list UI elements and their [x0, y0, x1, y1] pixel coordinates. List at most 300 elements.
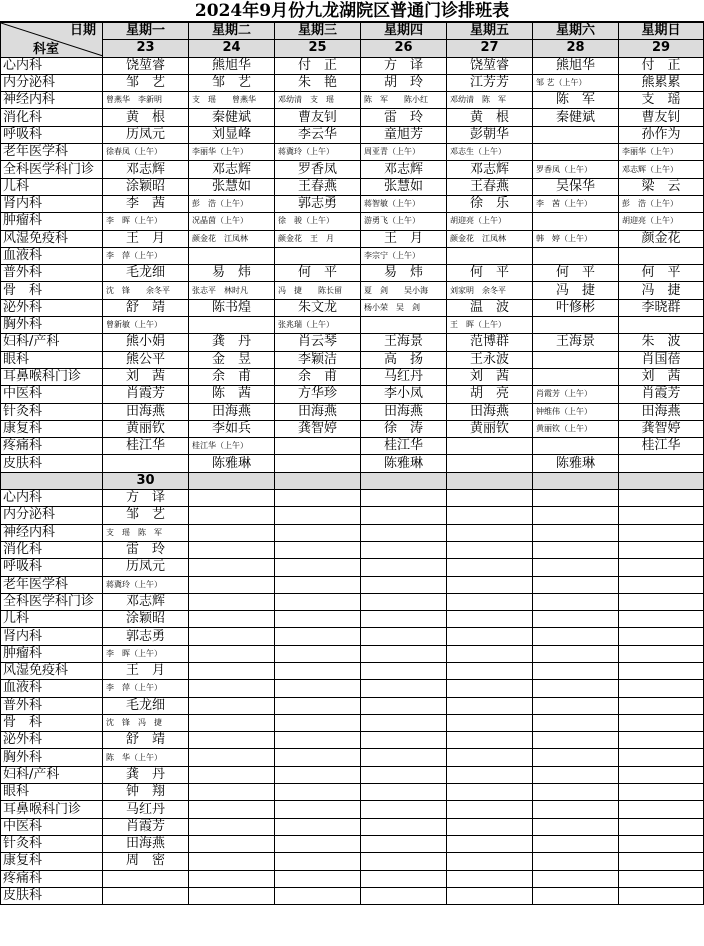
doctor-cell	[189, 766, 275, 783]
doctor-cell: 方 译	[103, 490, 189, 507]
doctor-cell: 龚智婷	[275, 420, 361, 437]
doctor-cell	[619, 662, 704, 679]
doctor-cell	[533, 784, 619, 801]
doctor-cell: 曾新敏（上午）	[103, 317, 189, 334]
date-cell: 26	[361, 40, 447, 57]
doctor-cell: 秦健斌	[533, 109, 619, 126]
doctor-cell	[447, 455, 533, 472]
doctor-cell: 杨小荣 吴 剑	[361, 299, 447, 316]
department-row	[1, 144, 704, 161]
department-row	[1, 662, 704, 679]
doctor-cell	[189, 714, 275, 731]
doctor-cell: 王 月	[361, 230, 447, 247]
doctor-cell: 桂江华（上午）	[189, 438, 275, 455]
schedule-table	[0, 22, 704, 905]
doctor-cell: 徐 骏（上午）	[275, 213, 361, 230]
doctor-cell: 梁 云	[619, 178, 704, 195]
doctor-cell	[275, 714, 361, 731]
doctor-cell	[189, 247, 275, 264]
doctor-cell	[361, 490, 447, 507]
doctor-cell	[619, 818, 704, 835]
doctor-cell	[619, 559, 704, 576]
doctor-cell: 颜金花 江凤林	[447, 230, 533, 247]
department-row	[1, 247, 704, 264]
doctor-cell: 张慧如	[361, 178, 447, 195]
doctor-cell	[189, 749, 275, 766]
doctor-cell: 桂江华	[619, 438, 704, 455]
doctor-cell: 王海景	[361, 334, 447, 351]
doctor-cell: 肖霞芳	[103, 386, 189, 403]
doctor-cell	[361, 559, 447, 576]
doctor-cell: 邓志辉	[361, 161, 447, 178]
doctor-cell: 饶堃睿	[103, 57, 189, 74]
doctor-cell	[275, 576, 361, 593]
doctor-cell	[619, 247, 704, 264]
doctor-cell	[361, 541, 447, 558]
doctor-cell	[447, 438, 533, 455]
doctor-cell: 王春燕	[275, 178, 361, 195]
doctor-cell	[361, 801, 447, 818]
doctor-cell: 叶修彬	[533, 299, 619, 316]
doctor-cell: 桂江华	[103, 438, 189, 455]
doctor-cell: 蒋智敏（上午）	[361, 195, 447, 212]
department-row	[1, 317, 704, 334]
doctor-cell	[533, 507, 619, 524]
doctor-cell	[189, 835, 275, 852]
department-row	[1, 490, 704, 507]
department-row	[1, 870, 704, 887]
doctor-cell: 邹 艺	[103, 74, 189, 91]
department-row	[1, 265, 704, 282]
doctor-cell: 周亚青（上午）	[361, 144, 447, 161]
doctor-cell: 田海燕	[361, 403, 447, 420]
doctor-cell	[619, 801, 704, 818]
doctor-cell: 李宗宁（上午）	[361, 247, 447, 264]
department-row	[1, 784, 704, 801]
doctor-cell	[189, 645, 275, 662]
department-name: 血液科	[1, 247, 103, 264]
doctor-cell: 高 扬	[361, 351, 447, 368]
doctor-cell: 徐春凤（上午）	[103, 144, 189, 161]
doctor-cell: 熊小娟	[103, 334, 189, 351]
department-name: 骨 科	[1, 714, 103, 731]
doctor-cell	[447, 541, 533, 558]
doctor-cell	[189, 611, 275, 628]
doctor-cell	[619, 714, 704, 731]
department-row	[1, 420, 704, 437]
doctor-cell	[619, 593, 704, 610]
department-name: 老年医学科	[1, 144, 103, 161]
doctor-cell	[533, 317, 619, 334]
doctor-cell: 刘家明 余冬平	[447, 282, 533, 299]
department-name: 胸外科	[1, 317, 103, 334]
department-name: 消化科	[1, 541, 103, 558]
doctor-cell: 黄丽钦（上午）	[533, 420, 619, 437]
department-name: 普外科	[1, 697, 103, 714]
doctor-cell: 马红丹	[361, 368, 447, 385]
doctor-cell: 熊公平	[103, 351, 189, 368]
doctor-cell: 沈 锋 余冬平	[103, 282, 189, 299]
doctor-cell	[275, 818, 361, 835]
doctor-cell: 彭 浩（上午）	[189, 195, 275, 212]
department-name: 风湿免疫科	[1, 230, 103, 247]
doctor-cell: 熊累累	[619, 74, 704, 91]
doctor-cell	[189, 662, 275, 679]
department-row	[1, 334, 704, 351]
department-row	[1, 853, 704, 870]
doctor-cell	[275, 559, 361, 576]
department-name: 康复科	[1, 420, 103, 437]
doctor-cell	[619, 853, 704, 870]
doctor-cell	[361, 766, 447, 783]
corner-dept-label: 科室	[33, 41, 60, 57]
department-row	[1, 92, 704, 109]
department-row	[1, 351, 704, 368]
doctor-cell: 李丽华（上午）	[619, 144, 704, 161]
doctor-cell: 何 平	[619, 265, 704, 282]
doctor-cell	[447, 801, 533, 818]
doctor-cell	[275, 524, 361, 541]
weekday-header: 星期一	[103, 23, 189, 40]
doctor-cell	[189, 524, 275, 541]
department-name: 血液科	[1, 680, 103, 697]
doctor-cell: 邓幼清 陈 军	[447, 92, 533, 109]
doctor-cell: 张兆瑞（上午）	[275, 317, 361, 334]
doctor-cell	[619, 835, 704, 852]
department-name: 眼科	[1, 351, 103, 368]
department-row	[1, 57, 704, 74]
date-cell	[619, 472, 704, 489]
doctor-cell	[447, 853, 533, 870]
doctor-cell: 胡 玲	[361, 74, 447, 91]
doctor-cell: 肖霞芳	[103, 818, 189, 835]
doctor-cell: 陈 华（上午）	[103, 749, 189, 766]
date-cell	[189, 472, 275, 489]
doctor-cell: 龚 丹	[103, 766, 189, 783]
doctor-cell: 王永波	[447, 351, 533, 368]
date-cell: 27	[447, 40, 533, 57]
department-name: 泌外科	[1, 299, 103, 316]
department-row	[1, 213, 704, 230]
doctor-cell	[447, 732, 533, 749]
doctor-cell: 易 炜	[361, 265, 447, 282]
doctor-cell: 黄丽钦	[447, 420, 533, 437]
doctor-cell: 李 萍（上午）	[103, 680, 189, 697]
doctor-cell: 桂江华	[361, 438, 447, 455]
department-row	[1, 593, 704, 610]
department-row	[1, 126, 704, 143]
doctor-cell: 方华珍	[275, 386, 361, 403]
doctor-cell: 童旭芳	[361, 126, 447, 143]
doctor-cell	[447, 490, 533, 507]
department-row	[1, 749, 704, 766]
doctor-cell	[619, 490, 704, 507]
doctor-cell: 颜金花 江凤林	[189, 230, 275, 247]
doctor-cell: 舒 靖	[103, 732, 189, 749]
doctor-cell	[447, 870, 533, 887]
doctor-cell	[447, 766, 533, 783]
doctor-cell	[275, 749, 361, 766]
department-name: 风湿免疫科	[1, 662, 103, 679]
doctor-cell: 李颖洁	[275, 351, 361, 368]
department-name: 妇科/产科	[1, 766, 103, 783]
doctor-cell	[189, 559, 275, 576]
doctor-cell: 李 萍（上午）	[103, 247, 189, 264]
doctor-cell: 毛龙细	[103, 265, 189, 282]
doctor-cell	[619, 541, 704, 558]
doctor-cell: 彭朝华	[447, 126, 533, 143]
doctor-cell: 田海燕	[103, 403, 189, 420]
doctor-cell	[361, 887, 447, 904]
doctor-cell	[619, 628, 704, 645]
doctor-cell	[189, 680, 275, 697]
doctor-cell: 陈雅琳	[189, 455, 275, 472]
doctor-cell: 陈 军 陈小红	[361, 92, 447, 109]
date-row-spacer	[1, 472, 103, 489]
doctor-cell	[447, 628, 533, 645]
doctor-cell	[361, 507, 447, 524]
doctor-cell	[447, 559, 533, 576]
doctor-cell: 邹 艺	[189, 74, 275, 91]
doctor-cell	[275, 490, 361, 507]
doctor-cell: 朱 波	[619, 334, 704, 351]
department-name: 耳鼻喉科门诊	[1, 801, 103, 818]
doctor-cell	[533, 680, 619, 697]
doctor-cell: 邓志辉	[447, 161, 533, 178]
doctor-cell	[447, 818, 533, 835]
date-cell: 28	[533, 40, 619, 57]
department-row	[1, 74, 704, 91]
doctor-cell: 胡迎亮（上午）	[447, 213, 533, 230]
department-name: 妇科/产科	[1, 334, 103, 351]
doctor-cell: 陈雅琳	[361, 455, 447, 472]
department-row	[1, 576, 704, 593]
date-cell	[447, 472, 533, 489]
doctor-cell	[447, 887, 533, 904]
doctor-cell: 熊旭华	[189, 57, 275, 74]
doctor-cell: 付 正	[275, 57, 361, 74]
weekday-header-row	[1, 23, 704, 40]
doctor-cell: 毛龙细	[103, 697, 189, 714]
doctor-cell	[361, 593, 447, 610]
department-name: 泌外科	[1, 732, 103, 749]
doctor-cell	[361, 645, 447, 662]
weekday-header: 星期六	[533, 23, 619, 40]
doctor-cell: 温 波	[447, 299, 533, 316]
department-name: 针灸科	[1, 835, 103, 852]
doctor-cell	[447, 576, 533, 593]
department-row	[1, 438, 704, 455]
date-cell: 23	[103, 40, 189, 57]
doctor-cell	[533, 645, 619, 662]
doctor-cell	[275, 870, 361, 887]
doctor-cell	[361, 835, 447, 852]
doctor-cell	[189, 818, 275, 835]
doctor-cell	[361, 317, 447, 334]
doctor-cell: 何 平	[533, 265, 619, 282]
doctor-cell	[533, 247, 619, 264]
department-name: 肾内科	[1, 628, 103, 645]
doctor-cell: 颜金花	[619, 230, 704, 247]
doctor-cell: 况晶茵（上午）	[189, 213, 275, 230]
department-name: 疼痛科	[1, 870, 103, 887]
doctor-cell	[189, 541, 275, 558]
doctor-cell: 韩 婷（上午）	[533, 230, 619, 247]
department-row	[1, 109, 704, 126]
doctor-cell	[619, 317, 704, 334]
date-cell	[361, 472, 447, 489]
doctor-cell	[275, 662, 361, 679]
department-name: 骨 科	[1, 282, 103, 299]
doctor-cell: 何 平	[275, 265, 361, 282]
doctor-cell: 秦健斌	[189, 109, 275, 126]
doctor-cell: 肖国蓓	[619, 351, 704, 368]
doctor-cell: 刘 茜	[103, 368, 189, 385]
doctor-cell: 邹 艺（上午）	[533, 74, 619, 91]
doctor-cell	[533, 144, 619, 161]
department-name: 呼吸科	[1, 126, 103, 143]
department-name: 皮肤科	[1, 887, 103, 904]
doctor-cell	[275, 593, 361, 610]
doctor-cell: 邓幼清 支 瑶	[275, 92, 361, 109]
doctor-cell: 余 甫	[189, 368, 275, 385]
doctor-cell	[447, 593, 533, 610]
date-cell	[533, 472, 619, 489]
doctor-cell: 黄 根	[103, 109, 189, 126]
page-title: 2024年9月份九龙湖院区普通门诊排班表	[0, 0, 704, 22]
doctor-cell: 陈 茜	[189, 386, 275, 403]
doctor-cell	[447, 645, 533, 662]
doctor-cell: 熊旭华	[533, 57, 619, 74]
doctor-cell: 田海燕	[275, 403, 361, 420]
doctor-cell	[619, 576, 704, 593]
doctor-cell: 张志平 林时凡	[189, 282, 275, 299]
doctor-cell	[103, 455, 189, 472]
department-row	[1, 628, 704, 645]
doctor-cell: 王 月	[103, 230, 189, 247]
department-row	[1, 732, 704, 749]
doctor-cell: 沈 锋 冯 捷	[103, 714, 189, 731]
doctor-cell	[619, 455, 704, 472]
doctor-cell	[361, 662, 447, 679]
doctor-cell: 支 瑶 曾燕华	[189, 92, 275, 109]
department-name: 肾内科	[1, 195, 103, 212]
doctor-cell: 田海燕	[189, 403, 275, 420]
doctor-cell: 钟 翔	[103, 784, 189, 801]
doctor-cell: 刘 茜	[619, 368, 704, 385]
doctor-cell: 王 月	[103, 662, 189, 679]
doctor-cell	[619, 766, 704, 783]
department-row	[1, 403, 704, 420]
department-row	[1, 645, 704, 662]
department-name: 普外科	[1, 265, 103, 282]
department-row	[1, 507, 704, 524]
doctor-cell	[189, 317, 275, 334]
doctor-cell	[275, 611, 361, 628]
doctor-cell	[189, 870, 275, 887]
doctor-cell: 易 炜	[189, 265, 275, 282]
department-name: 胸外科	[1, 749, 103, 766]
doctor-cell: 邓志生（上午）	[447, 144, 533, 161]
doctor-cell	[189, 593, 275, 610]
doctor-cell: 邓志辉	[189, 161, 275, 178]
doctor-cell: 颜金花 王 月	[275, 230, 361, 247]
department-name: 中医科	[1, 386, 103, 403]
doctor-cell	[619, 645, 704, 662]
doctor-cell	[275, 766, 361, 783]
doctor-cell: 黄丽钦	[103, 420, 189, 437]
doctor-cell: 历凤元	[103, 559, 189, 576]
department-name: 康复科	[1, 853, 103, 870]
doctor-cell: 李云华	[275, 126, 361, 143]
doctor-cell	[533, 351, 619, 368]
doctor-cell	[275, 680, 361, 697]
department-name: 肿瘤科	[1, 645, 103, 662]
doctor-cell: 冯 捷	[533, 282, 619, 299]
doctor-cell: 孙作为	[619, 126, 704, 143]
doctor-cell: 肖霞芳（上午）	[533, 386, 619, 403]
doctor-cell	[275, 247, 361, 264]
doctor-cell: 邓志辉	[103, 161, 189, 178]
schedule-body	[1, 23, 704, 905]
doctor-cell: 郭志勇	[103, 628, 189, 645]
doctor-cell	[189, 784, 275, 801]
doctor-cell	[533, 749, 619, 766]
doctor-cell	[275, 628, 361, 645]
doctor-cell: 周 密	[103, 853, 189, 870]
department-name: 中医科	[1, 818, 103, 835]
date-cell	[275, 472, 361, 489]
doctor-cell	[533, 438, 619, 455]
doctor-cell: 舒 靖	[103, 299, 189, 316]
department-row	[1, 680, 704, 697]
doctor-cell: 肖霞芳	[619, 386, 704, 403]
doctor-cell: 涂颖昭	[103, 611, 189, 628]
doctor-cell: 付 正	[619, 57, 704, 74]
doctor-cell: 李晓群	[619, 299, 704, 316]
doctor-cell: 罗香凤	[275, 161, 361, 178]
doctor-cell: 陈雅琳	[533, 455, 619, 472]
doctor-cell: 饶堃睿	[447, 57, 533, 74]
department-row	[1, 714, 704, 731]
doctor-cell	[533, 576, 619, 593]
date-cell: 24	[189, 40, 275, 57]
doctor-cell: 李小凤	[361, 386, 447, 403]
department-row	[1, 299, 704, 316]
doctor-cell: 王 晖（上午）	[447, 317, 533, 334]
doctor-cell	[619, 784, 704, 801]
doctor-cell	[533, 662, 619, 679]
department-name: 心内科	[1, 57, 103, 74]
doctor-cell: 刘显峰	[189, 126, 275, 143]
department-row	[1, 835, 704, 852]
doctor-cell	[361, 576, 447, 593]
doctor-cell	[447, 714, 533, 731]
department-row	[1, 801, 704, 818]
doctor-cell	[447, 680, 533, 697]
date-cell: 29	[619, 40, 704, 57]
doctor-cell	[275, 541, 361, 558]
doctor-cell	[533, 887, 619, 904]
doctor-cell	[533, 870, 619, 887]
doctor-cell	[447, 749, 533, 766]
doctor-cell: 支 瑶 陈 军	[103, 524, 189, 541]
doctor-cell	[275, 784, 361, 801]
doctor-cell	[275, 438, 361, 455]
doctor-cell: 何 平	[447, 265, 533, 282]
department-row	[1, 524, 704, 541]
department-name: 针灸科	[1, 403, 103, 420]
